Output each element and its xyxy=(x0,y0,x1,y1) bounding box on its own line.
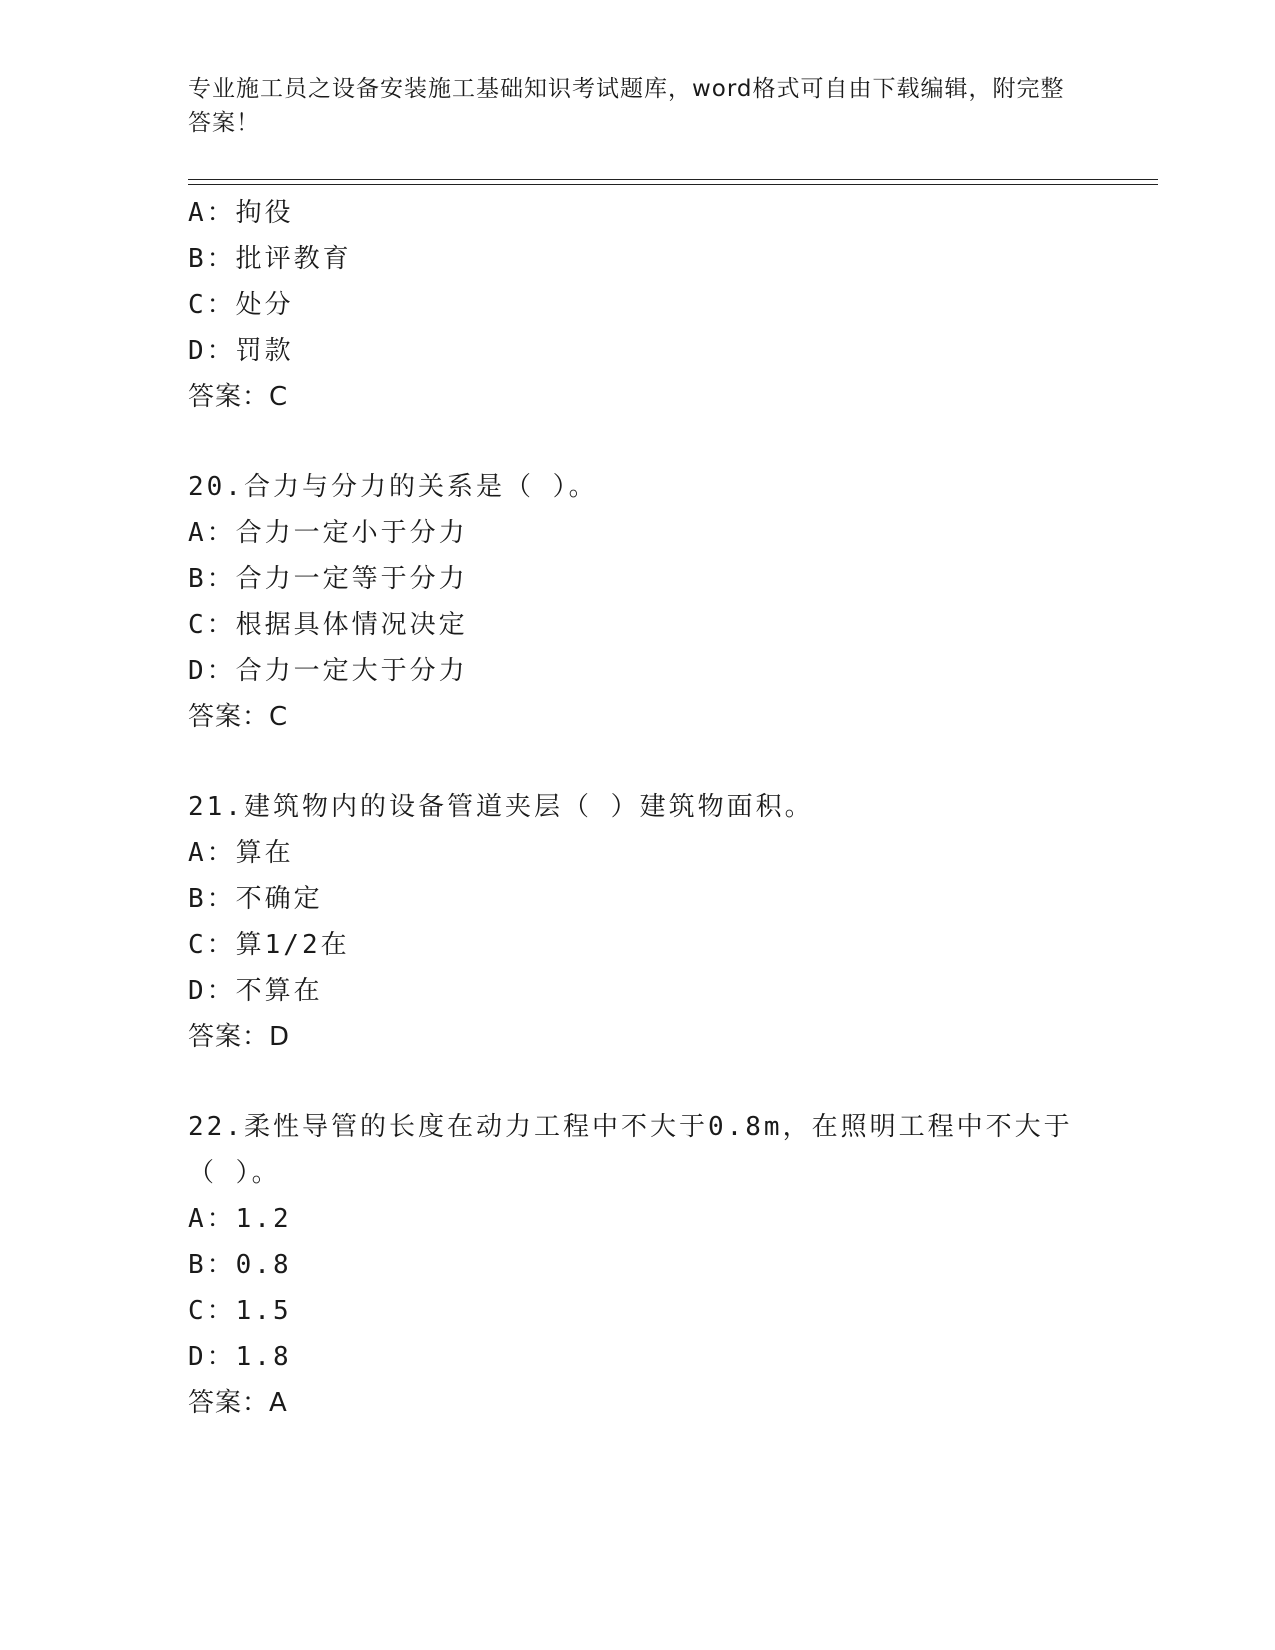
answer: 答案：D xyxy=(188,1022,291,1052)
answer: 答案：C xyxy=(188,702,289,732)
option-d: D：不算在 xyxy=(188,976,323,1006)
answer: 答案：A xyxy=(188,1388,288,1418)
answer: 答案：C xyxy=(188,382,289,412)
document-header: 专业施工员之设备安装施工基础知识考试题库，word格式可自由下载编辑，附完整答案！ xyxy=(188,76,1065,136)
question-stem: 21.建筑物内的设备管道夹层（ ）建筑物面积。 xyxy=(188,792,814,822)
option-d: D：1.8 xyxy=(188,1342,292,1372)
option-c: C：根据具体情况决定 xyxy=(188,610,468,640)
option-d: D：罚款 xyxy=(188,336,294,366)
question-block-22 xyxy=(188,1104,1088,1426)
option-a: A：合力一定小于分力 xyxy=(188,518,468,548)
option-d: D：合力一定大于分力 xyxy=(188,656,468,686)
option-b: B：不确定 xyxy=(188,884,323,914)
option-b: B：批评教育 xyxy=(188,244,352,274)
option-b: B：合力一定等于分力 xyxy=(188,564,468,594)
option-a: A：1.2 xyxy=(188,1204,292,1234)
option-c: C：算1/2在 xyxy=(188,930,350,960)
header-rule-bottom xyxy=(188,184,1158,185)
option-b: B：0.8 xyxy=(188,1250,292,1280)
option-c: C：1.5 xyxy=(188,1296,292,1326)
question-block-21 xyxy=(188,784,1088,1060)
question-block-20 xyxy=(188,464,1088,740)
question-stem: 22.柔性导管的长度在动力工程中不大于0.8m，在照明工程中不大于（ ）。 xyxy=(188,1112,1073,1188)
document-body xyxy=(188,190,1088,1426)
option-a: A：拘役 xyxy=(188,198,294,228)
question-block-continued xyxy=(188,190,1088,420)
option-c: C：处分 xyxy=(188,290,294,320)
question-stem: 20.合力与分力的关系是（ ）。 xyxy=(188,472,598,502)
header-rule-top xyxy=(188,179,1158,180)
option-a: A：算在 xyxy=(188,838,294,868)
